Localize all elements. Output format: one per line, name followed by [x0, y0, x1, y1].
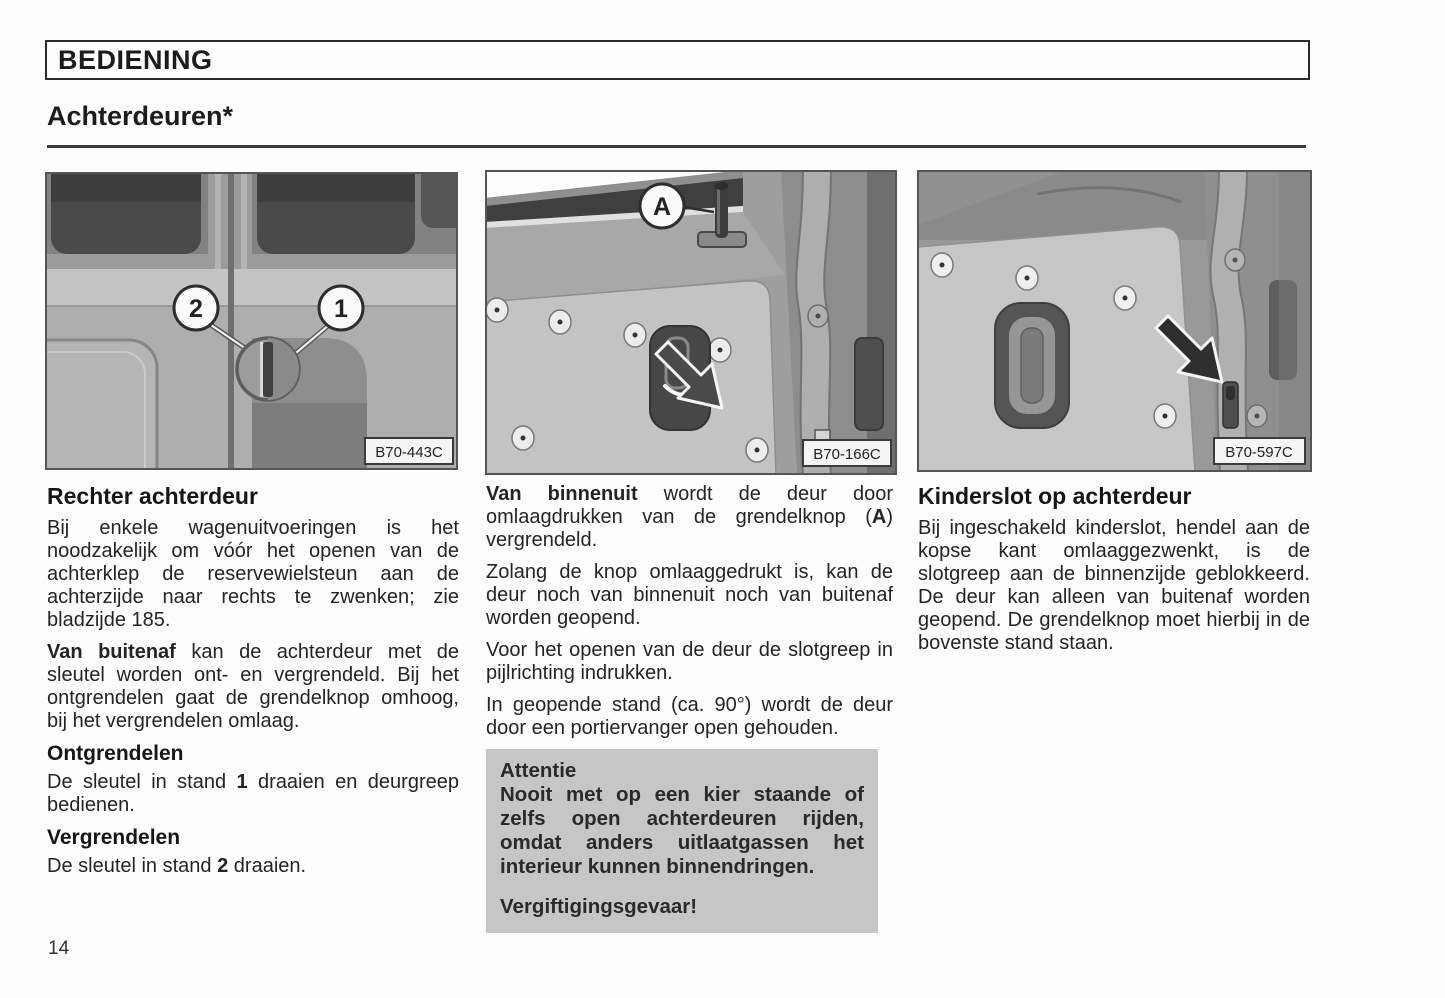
paragraph: Bij enkele wagenuitvoeringen is het noodzakelijk om vóór het openen van de achterklep de reservewielsteun aan de achterzijde naar rechts te zwenken; zie bladzijde 185. — [47, 517, 459, 631]
subheading-lock: Vergrendelen — [47, 826, 181, 849]
column3-heading: Kinderslot op achterdeur — [918, 483, 1192, 509]
grip-handle-icon — [995, 303, 1069, 428]
door-gap — [228, 172, 234, 470]
figure-label: B70-166C — [813, 446, 881, 463]
callout-A — [640, 184, 684, 228]
figure-rear-doors-exterior — [45, 172, 458, 470]
warning-footer: Vergiftigingsgevaar! — [500, 895, 698, 918]
figure-rear-door-interior-knob — [485, 170, 897, 475]
column-inside-locking — [486, 483, 893, 933]
paragraph: Van buitenaf kan de achterdeur met de sleutel worden ont- en vergrendeld. Bij het ontgrendelen gaat de grendelknop omhoog, bij het vergrendelen omlaag. — [47, 641, 459, 732]
figure-label-plate — [803, 440, 891, 466]
paragraph: In geopende stand (ca. 90°) wordt de deur door een portiervanger open gehouden. — [486, 694, 893, 739]
figure-label: B70-443C — [375, 444, 443, 461]
subheading-unlock: Ontgrendelen — [47, 742, 184, 765]
callout-1 — [319, 286, 363, 330]
page-number: 14 — [48, 938, 70, 959]
figure-label-plate — [1214, 438, 1305, 464]
chapter-header-box — [45, 40, 1310, 80]
warning-title: Attentie — [500, 759, 577, 782]
page-title: Achterdeuren* — [47, 101, 234, 131]
warning-body: Nooit met op een kier staande of zelfs open achterdeuren rijden, omdat anders uitlaatgassen het interieur kunnen binnendringen. — [500, 783, 864, 878]
paragraph: De sleutel in stand 1 draaien en deurgreep bedienen. — [47, 771, 459, 816]
figure-label-plate — [365, 438, 453, 464]
column-child-lock — [918, 483, 1310, 664]
child-lock-lever-icon — [1223, 382, 1238, 428]
column1-heading: Rechter achterdeur — [47, 483, 258, 509]
lock-knob-illustration — [485, 170, 897, 475]
paragraph: Bij ingeschakeld kinderslot, hendel aan de kopse kant omlaaggezwenkt, is de slotgreep aan de binnenzijde geblokkeerd. De deur kan alleen van buitenaf worden geopend. De grendelknop moet hierbij in de bovenste stand staan. — [918, 517, 1310, 654]
figure-label: B70-597C — [1225, 444, 1293, 461]
title-divider — [47, 145, 1306, 148]
callout-2 — [174, 286, 218, 330]
lock-cylinder-icon — [237, 338, 299, 400]
paragraph: Van binnenuit wordt de deur door omlaagdrukken van de grendelknop (A) vergrendeld. — [486, 483, 893, 551]
corner-window-piece — [421, 172, 458, 228]
svg-text:2: 2 — [189, 295, 203, 323]
warning-box — [486, 749, 878, 933]
rear-doors-lock-illustration — [45, 172, 458, 470]
paragraph: De sleutel in stand 2 draaien. — [47, 855, 307, 877]
chapter-title: BEDIENING — [58, 44, 213, 75]
paragraph: Zolang de knop omlaaggedrukt is, kan de deur noch van binnenuit noch van buitenaf worden geopend. — [486, 561, 893, 629]
child-lock-illustration — [917, 170, 1312, 472]
jamb-recess — [855, 338, 883, 430]
svg-text:1: 1 — [334, 295, 348, 323]
figure-child-lock — [917, 170, 1312, 472]
column-right-rear-door — [47, 483, 459, 887]
svg-text:A: A — [652, 193, 672, 221]
paragraph: Voor het openen van de deur de slotgreep in pijlrichting indrukken. — [486, 639, 893, 684]
